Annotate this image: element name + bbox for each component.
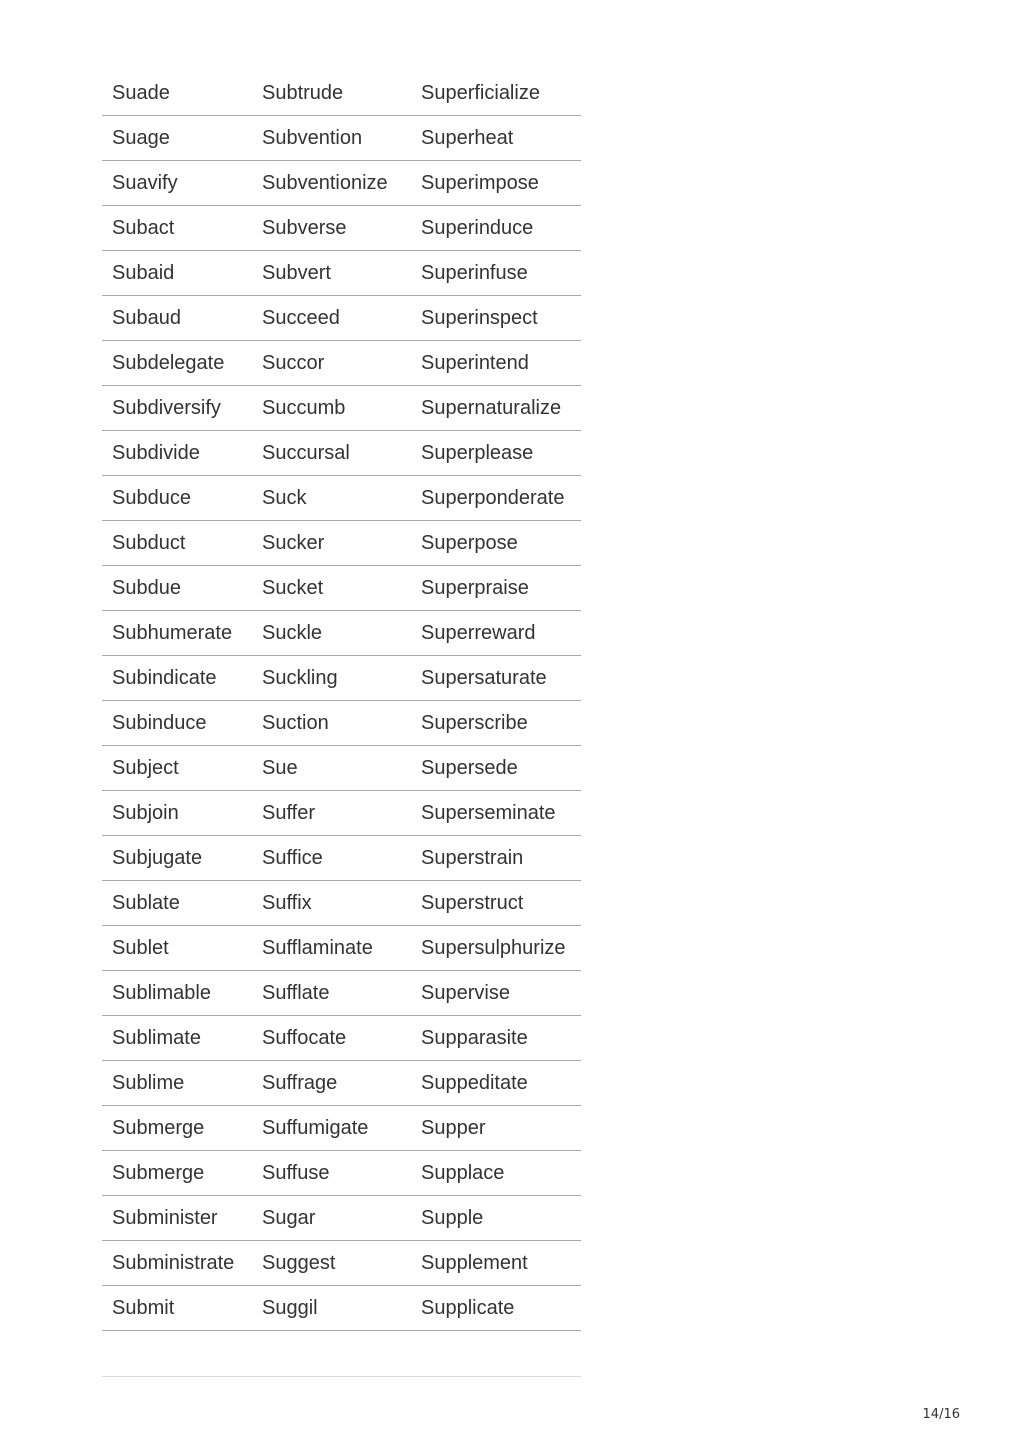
table-row bbox=[102, 971, 581, 1016]
table-cell: Sublet bbox=[102, 926, 252, 971]
table-cell: Superreward bbox=[411, 611, 581, 656]
table-row bbox=[102, 701, 581, 746]
table-cell: Succursal bbox=[252, 431, 411, 476]
table-cell: Supplace bbox=[411, 1151, 581, 1196]
table-cell: Suffuse bbox=[252, 1151, 411, 1196]
table-cell: Sublimable bbox=[102, 971, 252, 1016]
table-row bbox=[102, 431, 581, 476]
table-cell: Submerge bbox=[102, 1151, 252, 1196]
table-cell: Subindicate bbox=[102, 656, 252, 701]
table-cell: Sucket bbox=[252, 566, 411, 611]
table-cell: Superponderate bbox=[411, 476, 581, 521]
table-cell: Suffocate bbox=[252, 1016, 411, 1061]
table-row bbox=[102, 476, 581, 521]
table-cell: Subhumerate bbox=[102, 611, 252, 656]
table-row bbox=[102, 611, 581, 656]
table-cell: Suckling bbox=[252, 656, 411, 701]
table-cell: Sublimate bbox=[102, 1016, 252, 1061]
table-cell: Subvert bbox=[252, 251, 411, 296]
table-row bbox=[102, 206, 581, 251]
table-cell: Succumb bbox=[252, 386, 411, 431]
word-table-body bbox=[102, 71, 581, 1331]
table-cell: Subinduce bbox=[102, 701, 252, 746]
table-row bbox=[102, 1286, 581, 1331]
table-cell: Suck bbox=[252, 476, 411, 521]
table-row bbox=[102, 116, 581, 161]
table-cell: Superpose bbox=[411, 521, 581, 566]
table-row bbox=[102, 1106, 581, 1151]
table-cell: Suffice bbox=[252, 836, 411, 881]
table-cell: Subdivide bbox=[102, 431, 252, 476]
table-row bbox=[102, 161, 581, 206]
table-row bbox=[102, 791, 581, 836]
table-row bbox=[102, 926, 581, 971]
table-cell: Subventionize bbox=[252, 161, 411, 206]
table-cell: Sufflate bbox=[252, 971, 411, 1016]
table-cell: Superinduce bbox=[411, 206, 581, 251]
table-row bbox=[102, 656, 581, 701]
table-cell: Superscribe bbox=[411, 701, 581, 746]
table-cell: Superinspect bbox=[411, 296, 581, 341]
table-cell: Supper bbox=[411, 1106, 581, 1151]
table-cell: Subdue bbox=[102, 566, 252, 611]
table-cell: Submit bbox=[102, 1286, 252, 1331]
table-cell: Subdelegate bbox=[102, 341, 252, 386]
word-table bbox=[102, 71, 581, 1331]
table-cell: Supplicate bbox=[411, 1286, 581, 1331]
table-cell: Superheat bbox=[411, 116, 581, 161]
table-cell: Submerge bbox=[102, 1106, 252, 1151]
table-cell: Superficialize bbox=[411, 71, 581, 116]
table-cell: Superplease bbox=[411, 431, 581, 476]
table-cell: Succor bbox=[252, 341, 411, 386]
table-cell: Superintend bbox=[411, 341, 581, 386]
table-cell: Suction bbox=[252, 701, 411, 746]
table-cell: Suffer bbox=[252, 791, 411, 836]
table-cell: Suage bbox=[102, 116, 252, 161]
table-cell: Supersede bbox=[411, 746, 581, 791]
table-cell: Suggest bbox=[252, 1241, 411, 1286]
table-cell: Subtrude bbox=[252, 71, 411, 116]
table-cell: Suade bbox=[102, 71, 252, 116]
table-cell: Subject bbox=[102, 746, 252, 791]
table-cell: Suppeditate bbox=[411, 1061, 581, 1106]
table-row bbox=[102, 1061, 581, 1106]
table-cell: Supervise bbox=[411, 971, 581, 1016]
table-cell: Superpraise bbox=[411, 566, 581, 611]
table-row bbox=[102, 251, 581, 296]
bottom-divider bbox=[102, 1376, 581, 1377]
table-cell: Subministrate bbox=[102, 1241, 252, 1286]
table-cell: Sublate bbox=[102, 881, 252, 926]
table-cell: Supersulphurize bbox=[411, 926, 581, 971]
table-cell: Sublime bbox=[102, 1061, 252, 1106]
page-number: 14/16 bbox=[922, 1407, 960, 1422]
table-row bbox=[102, 296, 581, 341]
table-cell: Superseminate bbox=[411, 791, 581, 836]
table-cell: Suggil bbox=[252, 1286, 411, 1331]
table-row bbox=[102, 1196, 581, 1241]
table-cell: Subduct bbox=[102, 521, 252, 566]
table-cell: Supparasite bbox=[411, 1016, 581, 1061]
table-cell: Sucker bbox=[252, 521, 411, 566]
table-cell: Subminister bbox=[102, 1196, 252, 1241]
table-cell: Subaud bbox=[102, 296, 252, 341]
table-row bbox=[102, 386, 581, 431]
table-row bbox=[102, 566, 581, 611]
table-cell: Supersaturate bbox=[411, 656, 581, 701]
table-cell: Suffumigate bbox=[252, 1106, 411, 1151]
table-row bbox=[102, 746, 581, 791]
table-cell: Supplement bbox=[411, 1241, 581, 1286]
table-row bbox=[102, 71, 581, 116]
table-cell: Subjoin bbox=[102, 791, 252, 836]
table-cell: Suffrage bbox=[252, 1061, 411, 1106]
table-cell: Subdiversify bbox=[102, 386, 252, 431]
table-row bbox=[102, 1016, 581, 1061]
table-row bbox=[102, 1241, 581, 1286]
table-row bbox=[102, 836, 581, 881]
table-cell: Sue bbox=[252, 746, 411, 791]
table-cell: Succeed bbox=[252, 296, 411, 341]
table-row bbox=[102, 1151, 581, 1196]
table-cell: Sugar bbox=[252, 1196, 411, 1241]
table-cell: Subverse bbox=[252, 206, 411, 251]
table-row bbox=[102, 881, 581, 926]
table-cell: Suckle bbox=[252, 611, 411, 656]
table-cell: Subvention bbox=[252, 116, 411, 161]
table-cell: Suavify bbox=[102, 161, 252, 206]
table-row bbox=[102, 341, 581, 386]
table-cell: Superstruct bbox=[411, 881, 581, 926]
table-cell: Suffix bbox=[252, 881, 411, 926]
table-cell: Subduce bbox=[102, 476, 252, 521]
table-cell: Subact bbox=[102, 206, 252, 251]
table-cell: Superstrain bbox=[411, 836, 581, 881]
table-cell: Supernaturalize bbox=[411, 386, 581, 431]
table-cell: Supple bbox=[411, 1196, 581, 1241]
table-cell: Subaid bbox=[102, 251, 252, 296]
table-row bbox=[102, 521, 581, 566]
table-cell: Superinfuse bbox=[411, 251, 581, 296]
table-cell: Superimpose bbox=[411, 161, 581, 206]
table-cell: Subjugate bbox=[102, 836, 252, 881]
table-cell: Sufflaminate bbox=[252, 926, 411, 971]
